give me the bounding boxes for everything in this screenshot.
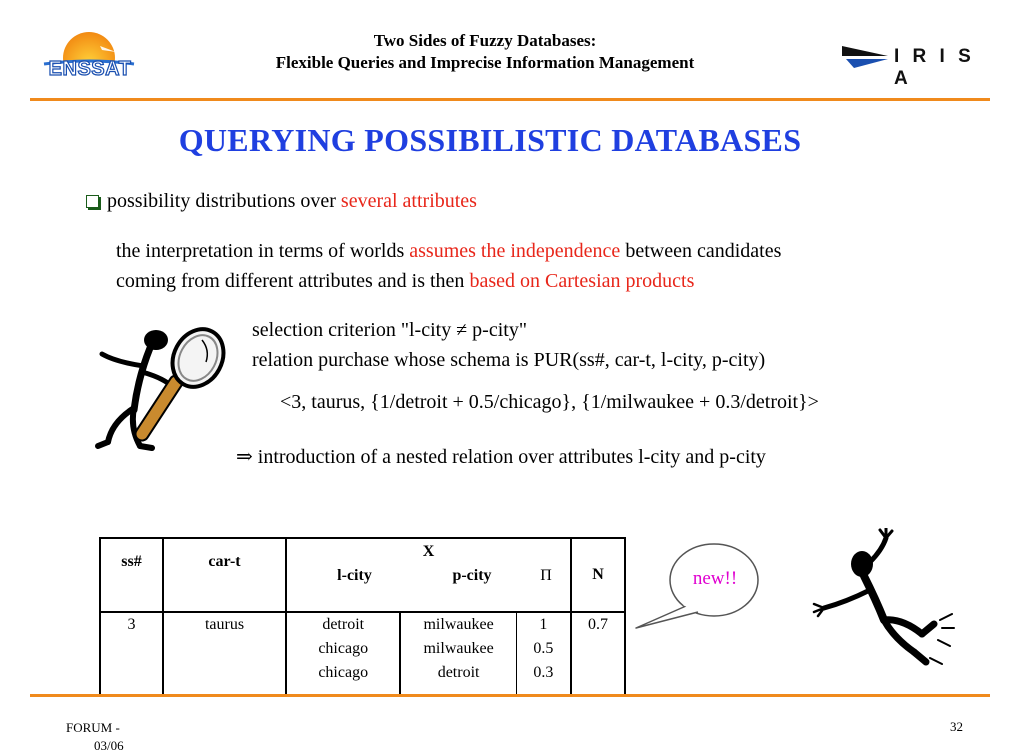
tuple-example: <3, taurus, {1/detroit + 0.5/chicago}, {1/milwaukee + 0.3/detroit}> [280,391,819,413]
footer-divider [30,694,990,697]
cell-ss-value: 3 [127,616,136,633]
lcity-value: chicago [318,664,369,681]
para-text-a: the interpretation in terms of worlds [116,240,405,262]
cell-cart [163,612,286,696]
enssat-logo [36,28,142,82]
magnifier-figure-clipart [94,318,234,453]
lcity-value: detroit [322,616,365,633]
bullet-item [86,190,477,213]
header-divider [30,98,990,101]
header-cart [163,538,286,612]
checkbox-bullet-icon [86,195,99,208]
table-row [100,612,625,696]
footer-left [40,719,140,755]
cell-pcity [400,612,516,696]
para-highlight-cartesian: based on Cartesian products [469,270,695,292]
header-title-line2: Flexible Queries and Imprecise Information Management [275,53,695,72]
header-pcity-label: p-city [452,567,492,584]
interpretation-paragraph [116,236,996,296]
header-ss-label: ss# [121,553,142,570]
para-text-c: between candidates [625,240,782,262]
header-x-group [286,538,571,612]
selection-criterion: selection criterion "l-city ≠ p-city" [252,319,527,341]
footer-left-line1: FORUM - [66,720,120,735]
enssat-logo-text: ENSSAT [48,58,132,80]
pi-value: 1 [539,616,548,633]
page-number: 32 [950,719,963,734]
bullet-text: possibility distributions over [107,190,336,212]
bullet-highlight: several attributes [340,190,477,212]
nested-relation-table [99,537,626,697]
cell-n [571,612,625,696]
pcity-value: milwaukee [423,616,494,633]
pcity-value: milwaukee [423,640,494,657]
header-title [180,30,790,74]
conclusion-text: ⇒ introduction of a nested relation over attributes l-city and p-city [236,446,766,468]
table-header-row [100,538,625,612]
pcity-value: detroit [437,664,480,681]
header-ss [100,538,163,612]
lcity-value: chicago [318,640,369,657]
relation-schema: relation purchase whose schema is PUR(ss#, car-t, l-city, p-city) [252,349,766,371]
cell-cart-value: taurus [204,616,245,633]
cell-pi [516,612,571,696]
slide-title: QUERYING POSSIBILISTIC DATABASES [178,122,802,158]
para-text-d: coming from different attributes and is then [116,270,465,292]
pi-value: 0.3 [533,664,554,681]
bubble-text: new!! [692,568,738,589]
header-n [571,538,625,612]
dancing-figure-clipart [810,528,960,668]
cell-ss [100,612,163,696]
header-x-label: X [422,543,435,560]
footer-left-line2: 03/06 [94,738,124,753]
para-highlight-independence: assumes the independence [409,240,621,262]
header-title-line1: Two Sides of Fuzzy Databases: [373,31,597,50]
irisa-logo-text: I R I S A [894,46,975,89]
irisa-logo [842,44,992,89]
cell-lcity [286,612,400,696]
header-n-label: N [592,566,604,583]
selection-block [252,315,992,375]
pi-value: 0.5 [533,640,554,657]
header-lcity-label: l-city [337,567,372,584]
speech-bubble [634,538,764,632]
cell-n-value: 0.7 [588,616,608,633]
header-cart-label: car-t [208,553,241,570]
header-pi-label: Π [540,567,552,584]
